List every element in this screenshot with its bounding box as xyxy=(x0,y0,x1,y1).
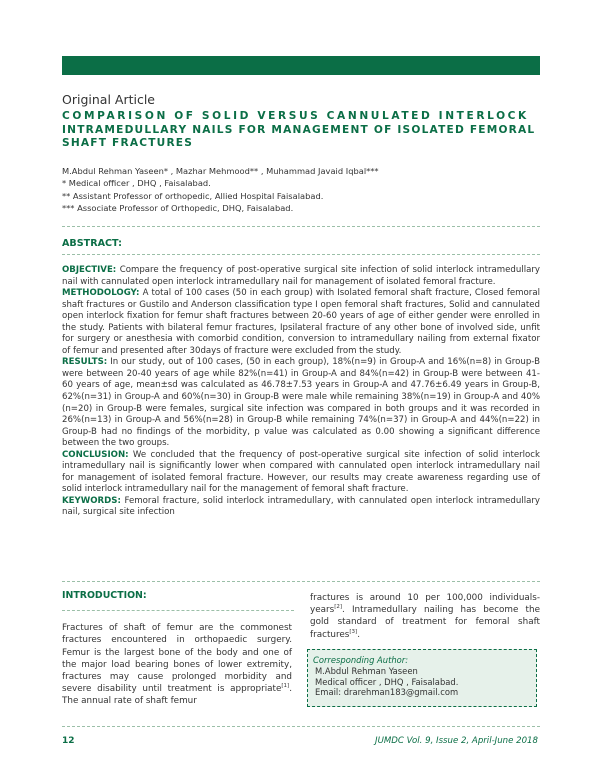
abstract-methodology xyxy=(62,288,540,357)
intro-right-column xyxy=(310,592,540,641)
methodology-label: METHODOLOGY: xyxy=(62,288,140,299)
keywords-label: KEYWORDS: xyxy=(62,495,121,506)
article-type: Original Article xyxy=(62,92,155,107)
abstract-keywords xyxy=(62,496,540,519)
intro-text: . Intramedullary nailing has become the gold standard of treatment for femoral shaft fractures xyxy=(310,605,540,640)
citation-ref: [3] xyxy=(349,628,358,635)
introduction-heading: INTRODUCTION: xyxy=(62,590,147,601)
objective-label: OBJECTIVE: xyxy=(62,265,117,275)
title-line-2: INTRAMEDULLARY NAILS FOR MANAGEMENT OF ISOLATED FEMORAL xyxy=(62,123,536,136)
intro-text: . xyxy=(357,629,360,640)
corresponding-position: Medical officer , DHQ , Faisalabad. xyxy=(315,676,459,687)
citation-ref: [2] xyxy=(334,604,343,611)
affiliation-3: *** Associate Professor of Orthopedic, DHQ, Faisalabad. xyxy=(62,202,294,213)
affiliation-1: * Medical officer , DHQ , Faisalabad. xyxy=(62,178,211,189)
header-color-bar xyxy=(62,56,540,75)
abstract-conclusion xyxy=(62,450,540,496)
divider xyxy=(62,226,540,227)
intro-text: fractures is around 10 per 100,000 individuals-years xyxy=(310,593,540,616)
conclusion-label: CONCLUSION: xyxy=(62,449,129,460)
abstract-heading: ABSTRACT: xyxy=(62,238,122,249)
corresponding-email: Email: drarehman183@gmail.com xyxy=(315,687,459,698)
abstract-objective xyxy=(62,265,540,288)
intro-paragraph-left xyxy=(62,622,292,707)
corresponding-heading: Corresponding Author: xyxy=(313,655,409,665)
author-names: M.Abdul Rehman Yaseen* , Mazhar Mehmood** , Muhammad Javaid Iqbal*** xyxy=(62,166,379,176)
citation-ref: [1] xyxy=(281,683,290,690)
divider xyxy=(62,254,540,255)
intro-divider xyxy=(62,610,294,611)
page-number: 12 xyxy=(62,736,75,746)
journal-citation: JUMDC Vol. 9, Issue 2, April-June 2018 xyxy=(375,736,538,746)
author-block xyxy=(62,165,542,214)
conclusion-text: We concluded that the frequency of post-operative surgical site infection of solid interlock intramedullary nail is significantly lower when compared with cannulated open interlock intramedullary nail for management of isolated femoral fracture. However, our results may create awareness regarding use of solid interlock intramedullary nail for the management of femoral shaft fracture. xyxy=(62,449,540,495)
keywords-text: Femoral fracture, solid interlock intramedullary, with cannulated open interlock intramedullary nail, surgical site infection xyxy=(62,495,540,518)
affiliation-2: ** Assistant Professor of orthopedic, Allied Hospital Faisalabad. xyxy=(62,190,324,201)
footer-divider xyxy=(62,726,540,727)
intro-left-column xyxy=(62,590,292,708)
abstract-body xyxy=(62,265,540,519)
article-title xyxy=(62,110,542,151)
methodology-text: A total of 100 cases (50 in each group) with Isolated femoral shaft fracture, Closed femoral shaft fractures or Gustilo and Anderson classification type I open femoral shaft fractures, Solid and cannulated open interlock fixation for femur shaft fractures between 20-60 years of age of either gender were enrolled in the study. Patients with bilateral femur fractures, Ipsilateral fracture of any other bone of involved side, unfit for surgery or anesthesia with comorbid condition, conversion to intramedullary nailing from external fixator of femur and presented after 30days of fracture were excluded from the study. xyxy=(62,288,540,356)
results-text: In our study, out of 100 cases, (50 in each group), 18%(n=9) in Group-A and 16%(n=8) in Group-B were between 20-40 years of age while 82%(n=41) in Group-A and 84%(n=42) in Group-B were between 41-60 years of age, mean±sd was calculated as 46.78±7.53 years in Group-A and 47.76±6.49 years in Group-B, 62%(n=31) in Group-A and 60%(n=30) in Group-B were male while remaining 38%(n=19) in Group-A and 40%(n=20) in Group-B were females, surgical site infection was compared in both groups and it was recorded in 26%(n=13) in Group-A and 56%(n=28) in Group-B while remaining 74%(n=37) in Group-A and 44%(n=22) in Group-B had no findings of the morbidity, p value was calculated as 0.00 showing a significant difference between the two groups. xyxy=(62,357,540,449)
intro-text: Fractures of shaft of femur are the commonest fractures encountered in orthopaedic surgery. Femur is the largest bone of the body and one of the major load bearing bones of lower extremity, fractures may cause prolonged morbidity and severe disability until treatment is appropriate xyxy=(62,623,292,695)
divider xyxy=(62,581,540,582)
intro-text: . The annual rate of shaft femur xyxy=(62,684,292,707)
abstract-results xyxy=(62,357,540,449)
results-label: RESULTS: xyxy=(62,357,108,368)
title-line-1: COMPARISON OF SOLID VERSUS CANNULATED INTERLOCK xyxy=(62,110,529,122)
corresponding-name: M.Abdul Rehman Yaseen xyxy=(315,665,418,676)
corresponding-author-box xyxy=(307,649,537,707)
title-line-3: SHAFT FRACTURES xyxy=(62,137,194,149)
objective-text: Compare the frequency of post-operative surgical site infection of solid interlock intramedullary nail with cannulated open interlock intramedullary nail for management of isolated femoral fracture. xyxy=(62,265,540,287)
intro-paragraph-right xyxy=(310,592,540,641)
